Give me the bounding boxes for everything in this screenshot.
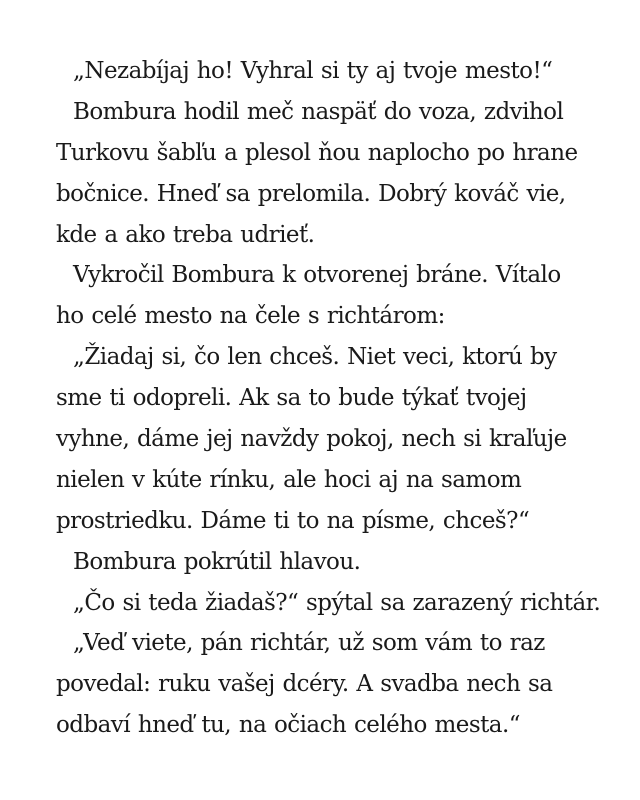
text-line: nielen v kúte rínku, ale hoci aj na samom [56, 466, 522, 493]
text-line: odbaví hneď tu, na očiach celého mesta.“ [56, 712, 520, 739]
text-line: „Veď viete, pán richtár, už som vám to raz [73, 630, 545, 657]
text-line: vyhne, dáme jej navždy pokoj, nech si kraľuje [56, 426, 567, 453]
text-line: povedal: ruku vašej dcéry. A svadba nech sa [56, 671, 553, 698]
text-line: Turkovu šabľu a plesol ňou naplocho po hrane [56, 139, 578, 166]
body-text [56, 51, 616, 746]
text-line: „Nezabíjaj ho! Vyhral si ty aj tvoje mesto!“ [73, 58, 553, 84]
text-line: bočnice. Hneď sa prelomila. Dobrý kováč vie, [56, 180, 566, 207]
text-line: Vykročil Bombura k otvorenej bráne. Vítalo [73, 262, 561, 289]
text-line: ho celé mesto na čele s richtárom: [56, 303, 445, 330]
text-line: „Žiadaj si, čo len chceš. Niet veci, ktorú by [73, 344, 557, 371]
text-line: sme ti odopreli. Ak sa to bude týkať tvojej [56, 385, 527, 412]
text-line: prostriedku. Dáme ti to na písme, chceš?“ [56, 507, 530, 534]
text-line: Bombura pokrútil hlavou. [73, 548, 361, 575]
text-line: Bombura hodil meč naspäť do voza, zdvihol [73, 98, 564, 125]
text-line: kde a ako treba udrieť. [56, 221, 315, 248]
text-line: „Čo si teda žiadaš?“ spýtal sa zarazený richtár. [73, 589, 601, 616]
